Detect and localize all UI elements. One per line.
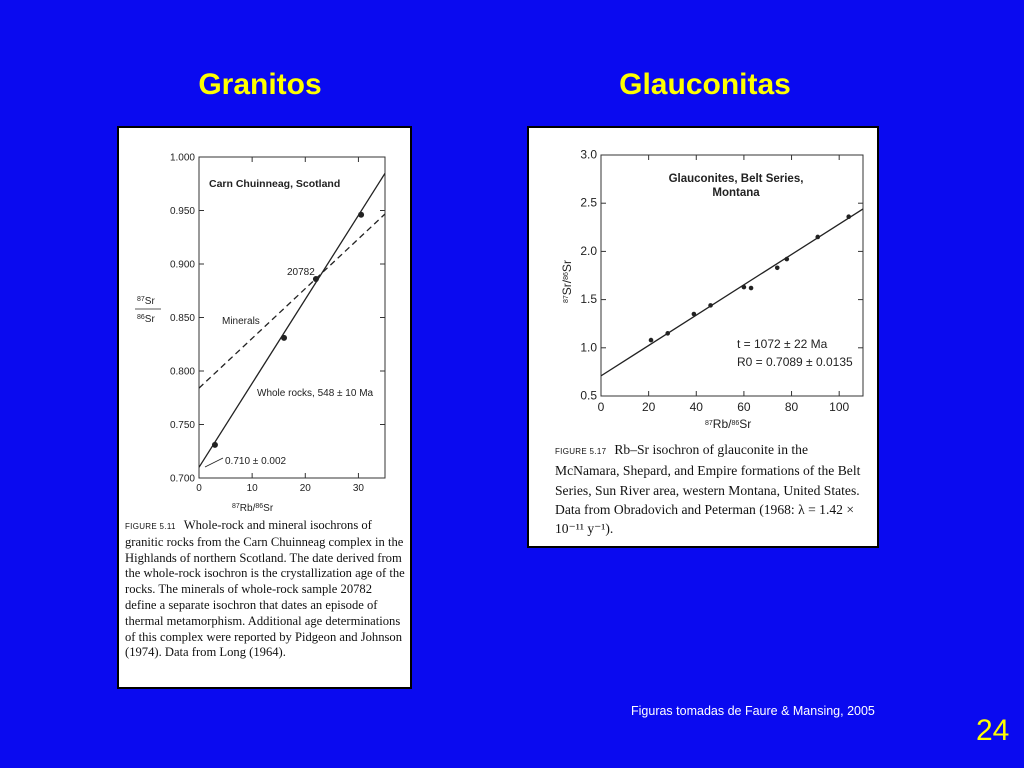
intercept-label: 0.710 ± 0.002 [225, 456, 287, 467]
y-tick-label: 0.800 [169, 366, 195, 378]
chart-title-line-2: Montana [712, 187, 760, 199]
data-point [665, 331, 670, 336]
y-tick-label: 0.750 [169, 420, 195, 431]
isochron-chart-granitos [119, 128, 410, 513]
intercept-arrow [205, 458, 223, 467]
x-axis-label: $^{87}$Rb/$^{86}$Sr [232, 502, 274, 513]
data-point [708, 303, 713, 308]
x-tick-label: 100 [829, 400, 850, 414]
x-tick-label: 10 [246, 483, 258, 494]
series-label-minerals: Minerals [222, 316, 260, 327]
y-tick-label: 0.5 [580, 388, 597, 403]
data-point [358, 212, 364, 218]
data-point [649, 338, 654, 343]
y-tick-label: 0.900 [169, 259, 195, 271]
y-axis-label-top: $^{87}$Sr [137, 295, 155, 307]
x-tick-label: 60 [737, 400, 751, 414]
figure-caption-glauconitas [555, 440, 875, 538]
caption-text: Rb–Sr isochron of glauconite in the McNamara, Shepard, and Empire formations of the Belt Series, Sun River area, western Montana, United States. Data from Obradovich and Peterman (1968: λ = 1.42 × 10⁻¹¹ y⁻¹). [555, 442, 861, 537]
isochron-line-dashed [199, 214, 385, 388]
caption-text: Whole-rock and mineral isochrons of granitic rocks from the Carn Chuinneag complex in the Highlands of northern Scotland. The date derived from the whole-rock isochron is the crystallization age of the rocks. The minerals of whole-rock sample 20782 define a separate isochron that dates an episode of thermal metamorphism. Additional age determinations of this complex were reported by Pidgeon and Johnson (1974). Data from Long (1964). [125, 518, 405, 660]
x-tick-label: 0 [196, 483, 202, 494]
data-point [281, 335, 287, 341]
y-tick-label: 2.0 [580, 243, 597, 258]
data-point [784, 257, 789, 262]
y-tick-label: 1.5 [580, 292, 597, 307]
data-point [742, 285, 747, 290]
figure-panel-glauconitas [527, 126, 879, 548]
series-label-whole-rocks: Whole rocks, 548 ± 10 Ma [257, 388, 374, 399]
age-annotation: t = 1072 ± 22 Ma [737, 337, 828, 351]
caption-figure-number: FIGURE 5.17 [555, 447, 607, 456]
data-point [846, 214, 851, 219]
data-point [212, 442, 218, 448]
y-tick-label: 1.000 [169, 152, 195, 164]
x-tick-label: 0 [597, 400, 605, 414]
source-credit: Figuras tomadas de Faure & Mansing, 2005 [631, 704, 875, 718]
chart-title-line-1: Glauconites, Belt Series, [668, 173, 804, 185]
data-point [749, 286, 754, 291]
chart-title: Carn Chuinneag, Scotland [209, 178, 341, 190]
data-point [692, 312, 697, 317]
y-tick-label: 0.950 [169, 206, 195, 217]
x-axis-label: $^{87}$Rb/$^{86}$Sr [705, 417, 752, 431]
data-point [815, 235, 820, 240]
figure-caption-granitos [125, 518, 405, 661]
caption-figure-number: FIGURE 5.11 [125, 522, 176, 531]
y-axis-label-bottom: $^{86}$Sr [137, 313, 155, 325]
x-tick-label: 20 [641, 400, 656, 414]
x-tick-label: 80 [784, 400, 799, 414]
x-tick-label: 40 [689, 400, 703, 414]
slide-title-granitos: Granitos [198, 68, 322, 101]
slide-title-glauconitas: Glauconitas [619, 68, 791, 101]
initial-ratio-annotation: R0 = 0.7089 ± 0.0135 [737, 355, 853, 369]
slide-number: 24 [976, 714, 1010, 747]
y-tick-label: 0.700 [169, 473, 195, 485]
y-axis-label: $^{87}$Sr/$^{86}$Sr [560, 260, 574, 303]
x-tick-label: 30 [352, 483, 364, 494]
sample-label: 20782 [287, 267, 315, 278]
y-tick-label: 2.5 [580, 195, 597, 210]
isochron-chart-glauconitas [529, 128, 877, 438]
x-tick-label: 20 [299, 483, 311, 494]
y-tick-label: 3.0 [580, 147, 597, 162]
figure-panel-granitos [117, 126, 412, 689]
y-tick-label: 1.0 [580, 340, 597, 355]
y-tick-label: 0.850 [169, 313, 195, 324]
data-point [775, 265, 780, 270]
